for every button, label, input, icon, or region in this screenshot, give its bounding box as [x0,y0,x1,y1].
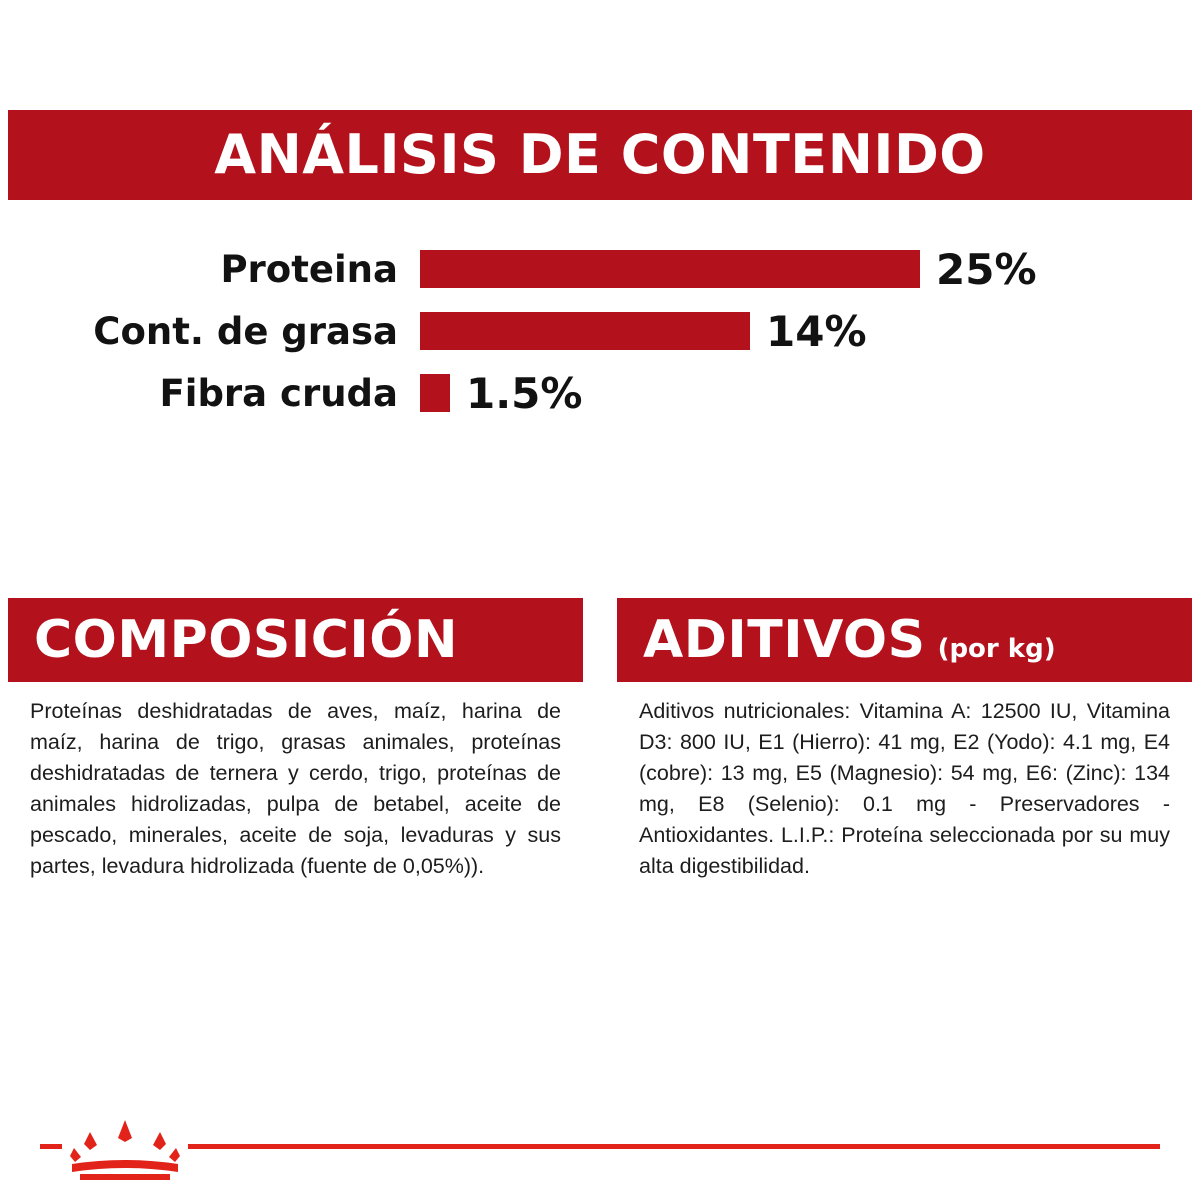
info-columns [8,598,1192,882]
composition-text: Proteínas deshidratadas de aves, maíz, harina de maíz, harina de trigo, grasas animales, proteínas deshidratadas de ternera y cerdo, trigo, proteínas de animales hidrolizadas, pulpa de betabel, aceite de pescado, minerales, aceite de soja, levaduras y sus partes, levadura hidrolizada (fuente de 0,05%)). [30,699,561,878]
nutrient-bar-chart [8,238,1192,424]
composition-title: COMPOSICIÓN [34,610,458,670]
nutrient-label: Proteina [220,247,398,291]
nutrient-bar-wrap [420,369,582,418]
nutrient-label: Cont. de grasa [93,309,398,353]
composition-column [8,598,583,882]
nutrient-bar-wrap [420,245,1037,294]
nutrient-row [8,300,1192,362]
footer-divider [40,1144,1160,1149]
nutrient-bar [420,250,920,288]
analysis-header-band [8,110,1192,200]
composition-header [8,598,583,682]
additives-header [617,598,1192,682]
nutrient-row [8,362,1192,424]
additives-column [617,598,1192,882]
royal-canin-crown-logo [62,1108,188,1186]
nutrient-row [8,238,1192,300]
additives-text: Aditivos nutricionales: Vitamina A: 12500 IU, Vitamina D3: 800 IU, E1 (Hierro): 41 mg, E2 (Yodo): 4.1 mg, E4 (cobre): 13 mg, E5 (Magnesio): 54 mg, E6: (Zinc): 134 mg, E8 (Selenio): 0.1 mg - Preservadores - Antioxidantes. L.I.P.: Proteína seleccionada por su muy alta digestibilidad. [639,699,1170,878]
nutrient-bar-wrap [420,307,867,356]
nutrient-label: Fibra cruda [159,371,398,415]
nutrient-value: 14% [766,306,867,356]
nutrient-bar [420,374,450,412]
nutrient-value: 25% [936,244,1037,294]
nutrient-bar [420,312,750,350]
analysis-title: ANÁLISIS DE CONTENIDO [214,123,986,186]
additives-subtitle: (por kg) [937,634,1056,664]
additives-title: ADITIVOS [643,610,926,670]
footer [0,1094,1200,1200]
nutrient-value: 1.5% [466,368,583,418]
